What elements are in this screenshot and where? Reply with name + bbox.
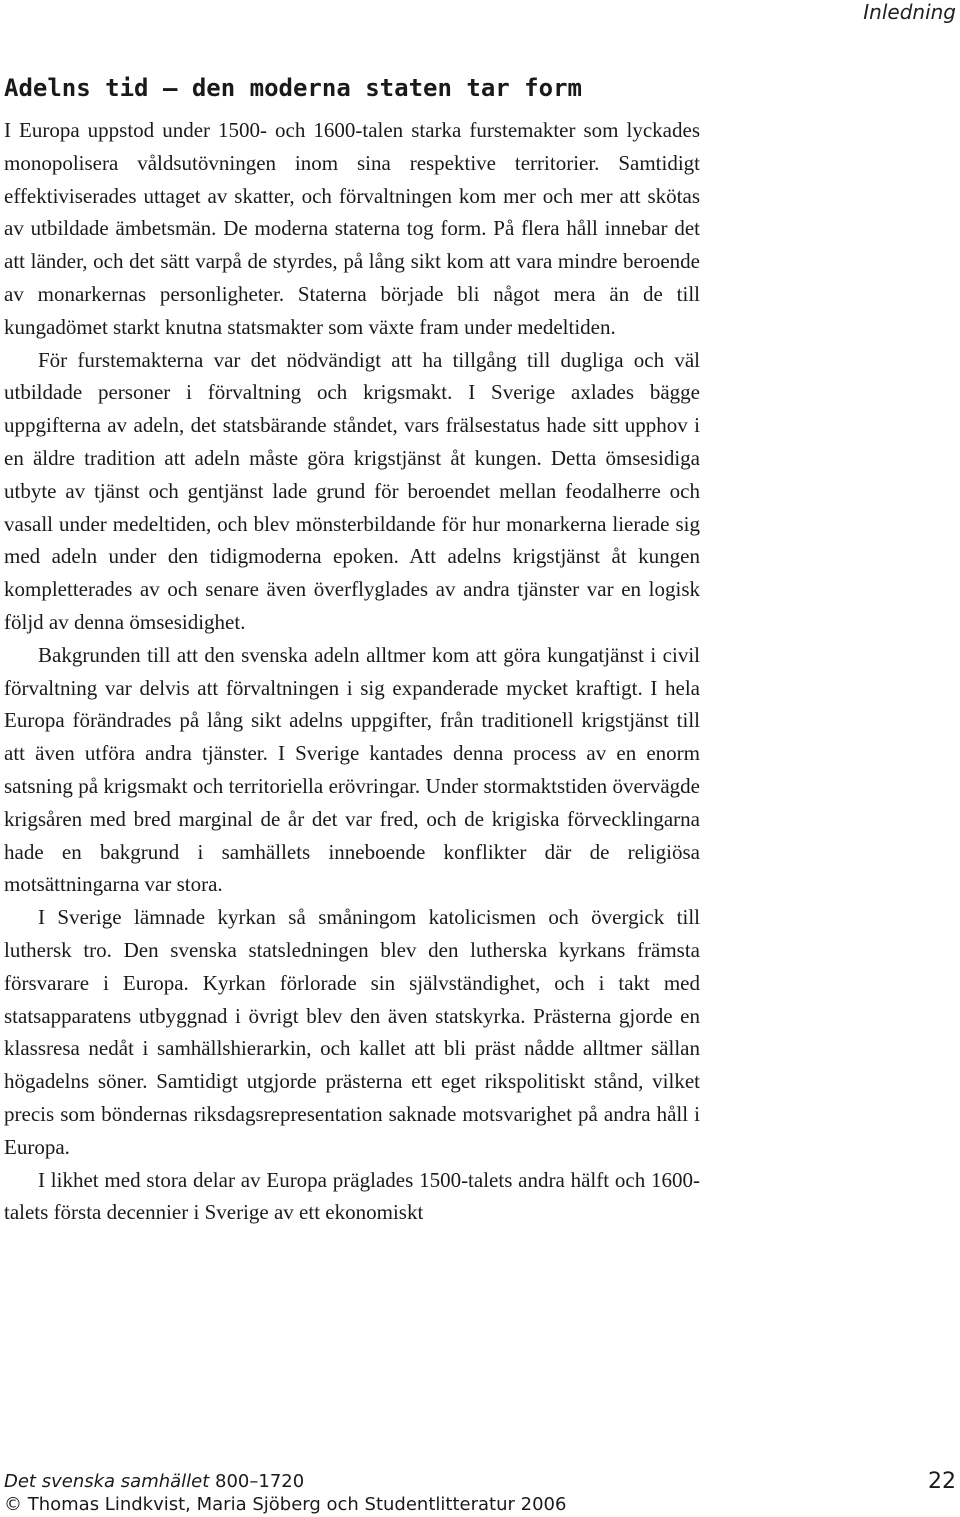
running-header: Inledning <box>863 0 956 24</box>
page-footer <box>4 1470 960 1516</box>
paragraph-5: I likhet med stora delar av Europa präglades 1500-talets andra hälft och 1600-talets första decennier i Sverige av ett ekonomiskt <box>4 1167 700 1225</box>
footer-book-title: Det svenska samhället <box>4 1471 210 1492</box>
main-content <box>4 70 700 1229</box>
page-number: 22 <box>928 1469 956 1494</box>
footer-book-years: 800–1720 <box>209 1471 305 1492</box>
section-title: Adelns tid – den moderna staten tar form <box>4 74 582 102</box>
footer-book-line <box>4 1470 960 1493</box>
body-text <box>4 114 700 1229</box>
paragraph-3: Bakgrunden till att den svenska adeln alltmer kom att göra kungatjänst i civil förvaltning var delvis att förvaltningen i sig expanderade mycket kraftigt. I hela Europa förändrades på lång sikt adelns uppgifter, från traditionell krigstjänst till att även utföra andra tjänster. I Sverige kantades denna process av en enorm satsning på krigsmakt och territoriella erövringar. Under stormaktstiden övervägde krigsåren med bred marginal de år det var fred, och de krigiska förvecklingarna hade en bakgrund i samhällets inneboende konflikter där de religiösa motsättningarna var stora. <box>4 642 700 897</box>
paragraph-1: I Europa uppstod under 1500- och 1600-talen starka furstemakter som lyckades monopolisera våldsutövningen inom sina respektive territorier. Samtidigt effektiviserades uttaget av skatter, och förvaltningen kom mer och mer att skötas av utbildade ämbetsmän. De moderna staterna tog form. På flera håll innebar det att länder, och det sätt varpå de styrdes, på lång sikt kom att vara mindre beroende av monarkernas personligheter. Staterna började bli något mera än de till kungadömet starkt knutna statsmakter som växte fram under medeltiden. <box>4 118 700 339</box>
paragraph-4: I Sverige lämnade kyrkan så småningom katolicismen och övergick till luthersk tro. Den svenska statsledningen blev den lutherska kyrkans främsta försvarare i Europa. Kyrkan förlorade sin självständighet, och i takt med statsapparatens utbyggnad i övrigt blev den även statskyrka. Prästerna gjorde en klassresa nedåt i samhällshierarkin, och kallet att bli präst nådde alltmer sällan högadelns söner. Samtidigt utgjorde prästerna ett eget rikspolitiskt stånd, vilket precis som böndernas riksdagsrepresentation saknade motsvarighet på andra håll i Europa. <box>4 905 700 1159</box>
footer-copyright: © Thomas Lindkvist, Maria Sjöberg och Studentlitteratur 2006 <box>4 1494 567 1515</box>
paragraph-2: För furstemakterna var det nödvändigt att ha tillgång till dugliga och väl utbildade personer i förvaltning och krigsmakt. I Sverige axlades bägge uppgifterna av adeln, det statsbärande ståndet, vars frälsestatus hade sitt upphov i en äldre tradition att adeln måste göra krigstjänst åt kungen. Detta ömsesidiga utbyte av tjänst och gentjänst lade grund för beroendet mellan feodalherre och vasall under medeltiden, och blev mönsterbildande för hur monarkerna lierade sig med adeln under den tidigmoderna epoken. Att adelns krigstjänst åt kungen kompletterades av och senare även överflyglades av andra tjänster var en logisk följd av denna ömsesidighet. <box>4 347 700 634</box>
